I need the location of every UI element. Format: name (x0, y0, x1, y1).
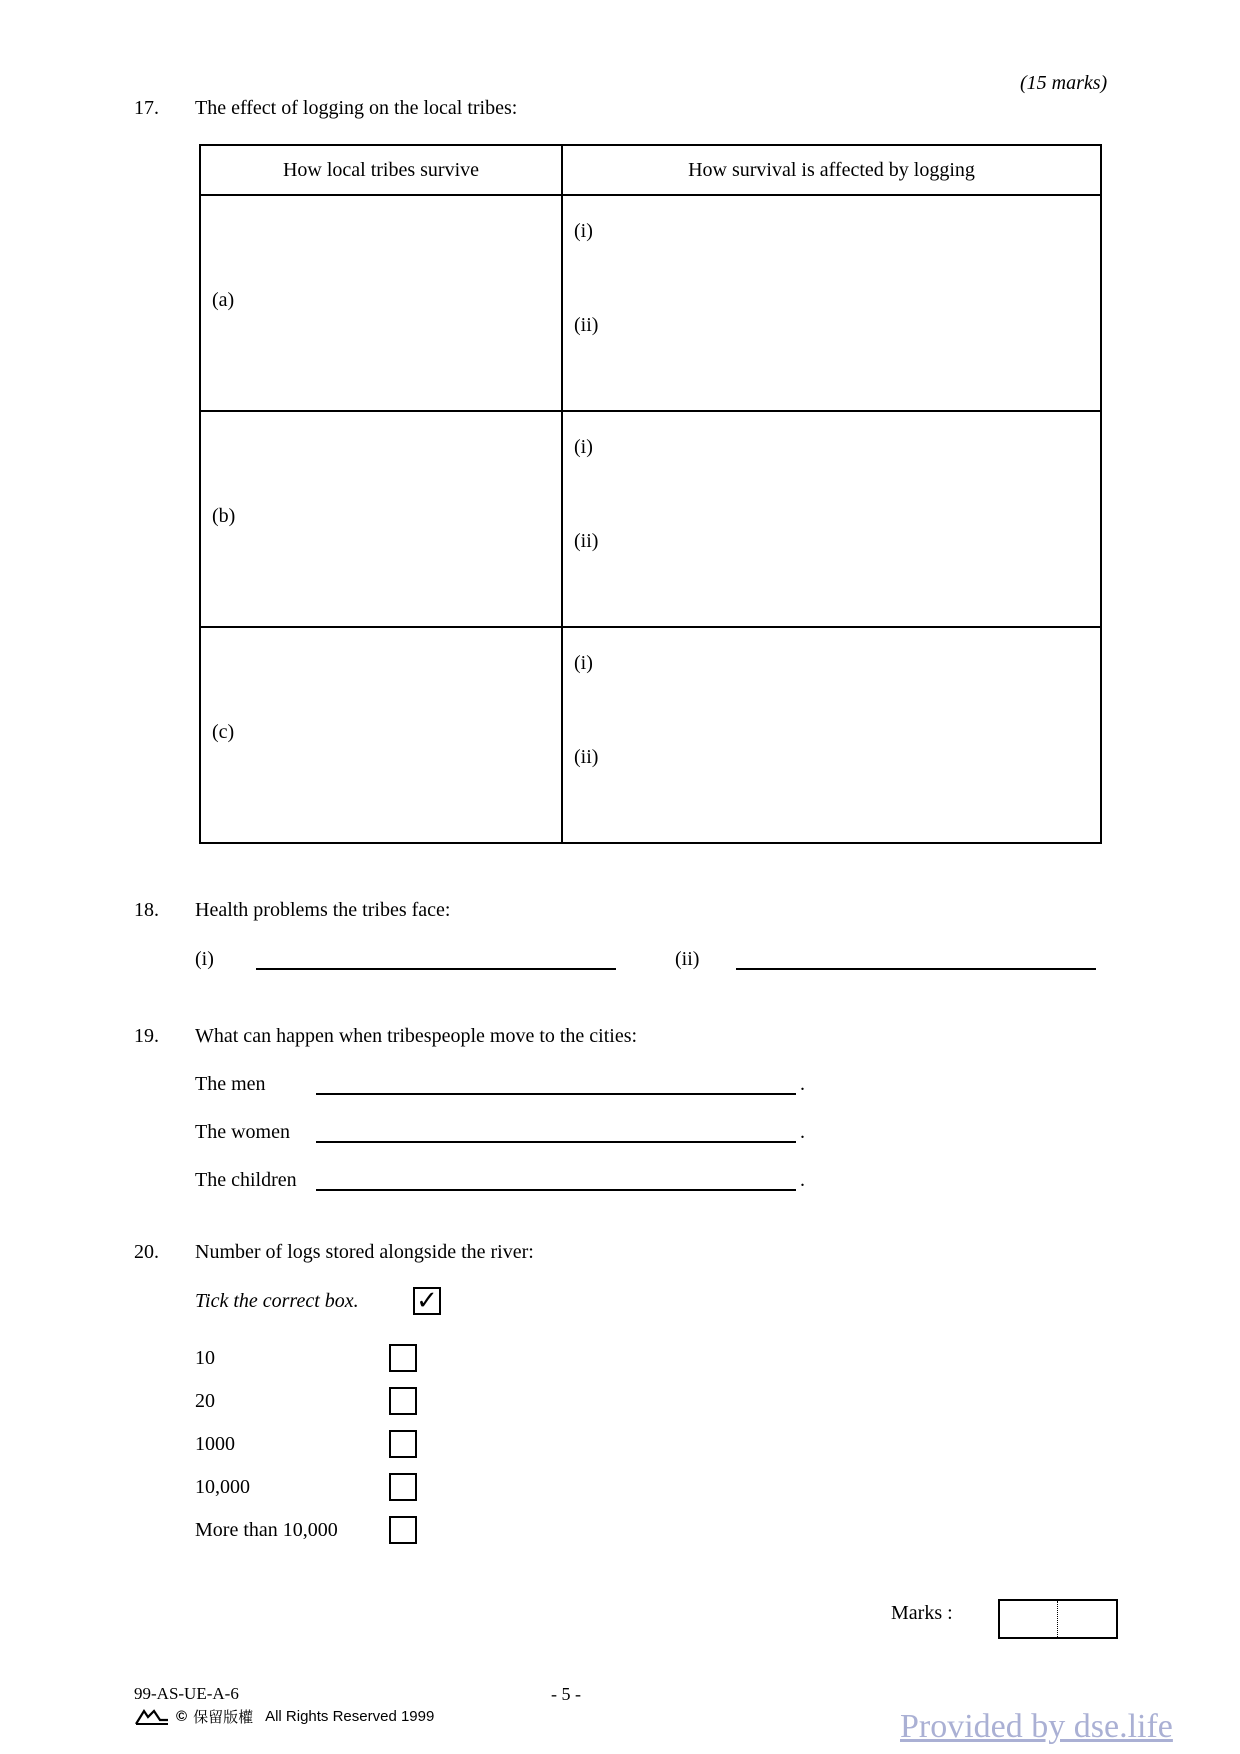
checkbox-20[interactable] (389, 1387, 417, 1415)
table-header-affected: How survival is affected by logging (562, 145, 1101, 195)
sub-label-ii: (ii) (574, 314, 599, 336)
q19-children-label: The children (195, 1169, 297, 1191)
row-label: (a) (212, 289, 235, 311)
answer-cell-a[interactable] (200, 195, 562, 411)
marks-box-divider (1057, 1601, 1058, 1637)
q18-prompt: Health problems the tribes face: (195, 899, 451, 921)
q18-answer-line-ii[interactable] (736, 968, 1096, 970)
marks-label: Marks : (891, 1602, 953, 1624)
watermark-link[interactable]: Provided by dse.life (900, 1708, 1173, 1745)
sub-label-i: (i) (574, 220, 593, 242)
option-label-10000: 10,000 (195, 1476, 250, 1498)
q19-children-answer-line[interactable] (316, 1189, 796, 1191)
sub-label-i: (i) (574, 436, 593, 458)
option-label-10: 10 (195, 1347, 215, 1369)
check-icon: ✓ (416, 1286, 438, 1315)
sub-label-ii: (ii) (574, 530, 599, 552)
example-tick-box (413, 1287, 441, 1315)
q19-men-label: The men (195, 1073, 266, 1095)
q19-men-answer-line[interactable] (316, 1093, 796, 1095)
copyright-icon: © (176, 1708, 188, 1725)
answer-cell-c-effects[interactable] (562, 627, 1101, 843)
q19-women-answer-line[interactable] (316, 1141, 796, 1143)
table-row (200, 627, 1101, 843)
q17-answer-table (199, 144, 1102, 844)
sub-label-ii: (ii) (574, 746, 599, 768)
answer-cell-b-effects[interactable] (562, 411, 1101, 627)
q17-number: 17. (134, 97, 159, 119)
q19-number: 19. (134, 1025, 159, 1047)
option-label-more-than-10000: More than 10,000 (195, 1519, 338, 1541)
table-row (200, 195, 1101, 411)
answer-cell-c[interactable] (200, 627, 562, 843)
checkbox-more-than-10000[interactable] (389, 1516, 417, 1544)
total-marks: (15 marks) (1020, 72, 1108, 94)
sub-label-i: (i) (574, 652, 593, 674)
answer-cell-b[interactable] (200, 411, 562, 627)
marks-box[interactable] (998, 1599, 1118, 1639)
option-label-1000: 1000 (195, 1433, 235, 1455)
option-label-20: 20 (195, 1390, 215, 1412)
q20-instruction: Tick the correct box. (195, 1290, 359, 1312)
table-row (200, 411, 1101, 627)
row-label: (b) (212, 505, 236, 527)
rights-english: All Rights Reserved 1999 (265, 1708, 435, 1725)
q18-part-ii-label: (ii) (675, 948, 700, 970)
q18-part-i-label: (i) (195, 948, 214, 970)
rights-chinese: 保留版權 (193, 1709, 254, 1726)
page-number: - 5 - (551, 1684, 581, 1704)
q18-answer-line-i[interactable] (256, 968, 616, 970)
q17-prompt: The effect of logging on the local tribes: (195, 97, 518, 119)
q18-number: 18. (134, 899, 159, 921)
row-label: (c) (212, 721, 235, 743)
q19-prompt: What can happen when tribespeople move to the cities: (195, 1025, 638, 1047)
full-stop: . (800, 1073, 805, 1095)
checkbox-10[interactable] (389, 1344, 417, 1372)
checkbox-1000[interactable] (389, 1430, 417, 1458)
full-stop: . (800, 1169, 805, 1191)
checkbox-10000[interactable] (389, 1473, 417, 1501)
answer-cell-a-effects[interactable] (562, 195, 1101, 411)
q19-women-label: The women (195, 1121, 290, 1143)
paper-code: 99-AS-UE-A-6 (134, 1684, 239, 1703)
table-header-survive: How local tribes survive (200, 145, 562, 195)
copyright-line (134, 1706, 434, 1727)
q20-prompt: Number of logs stored alongside the river: (195, 1241, 534, 1263)
hkeaa-logo-icon (134, 1708, 170, 1726)
full-stop: . (800, 1121, 805, 1143)
q20-number: 20. (134, 1241, 159, 1263)
